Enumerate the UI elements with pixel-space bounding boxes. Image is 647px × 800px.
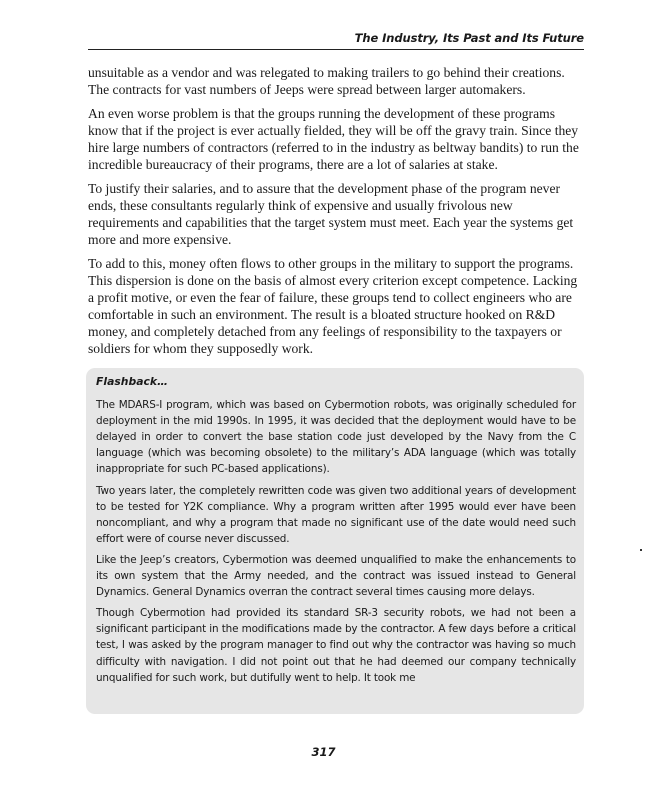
flashback-heading: Flashback…: [96, 375, 168, 388]
body-paragraph: An even worse problem is that the groups running the development of these programs know that if the project is ever actually fielded, they will be off the gravy train. Since they hire large numbers of contractors (referred to in the industry as beltway bandits) to run the incredible bureaucracy of their programs, there are a lot of salaries at stake.: [88, 106, 579, 172]
flashback-sidebar: [86, 368, 584, 714]
flashback-paragraph: Two years later, the completely rewritten code was given two additional years of development to be tested for Y2K compliance. Why a program written after 1995 would ever have been noncompliant, and why a program that made no significant use of the date would need such effort were of course never discussed.: [96, 484, 576, 545]
scan-speck: [640, 549, 642, 551]
header-rule: [88, 49, 584, 50]
body-paragraph: unsuitable as a vendor and was relegated to making trailers to go behind their creations. The contracts for vast numbers of Jeeps were spread between larger automakers.: [88, 65, 565, 97]
flashback-paragraph: Though Cybermotion had provided its standard SR-3 security robots, we had not been a significant participant in the modifications made by the contractor. A few days before a critical test, I was asked by the program manager to find out why the contractor was having so much difficulty with navigation. I did not point out that he had deemed our company technically unqualified for such work, but dutifully went to help. It took me: [96, 607, 576, 684]
body-text: [88, 64, 584, 364]
running-head: The Industry, Its Past and Its Future: [354, 31, 584, 45]
flashback-paragraph: The MDARS-I program, which was based on Cybermotion robots, was originally scheduled for deployment in the mid 1990s. In 1995, it was decided that the deployment would have to be delayed in order to convert the base station code just developed by the Navy from the C language (which was becoming obsolete) to the military’s ADA language (which was totally inappropriate for such PC-based applications).: [96, 399, 576, 476]
body-paragraph: To justify their salaries, and to assure that the development phase of the program never ends, these consultants regularly think of expensive and usually frivolous new requirements and capabilities that the target system must meet. Each year the systems get more and more expensive.: [88, 181, 574, 247]
body-paragraph: To add to this, money often flows to other groups in the military to support the programs. This dispersion is done on the basis of almost every criterion except competence. Lacking a profit motive, or even the fear of failure, these groups tend to collect engineers who are comfortable in such an environment. The result is a bloated structure hooked on R&D money, and completely detached from any feelings of responsibility to the taxpayers or soldiers for whom they supposedly work.: [88, 256, 578, 356]
flashback-paragraph: Like the Jeep’s creators, Cybermotion was deemed unqualified to make the enhancements to its own system that the Army needed, and the contract was issued instead to General Dynamics. General Dynamics overran the contract several times causing more delays.: [96, 553, 576, 599]
page-number: 317: [311, 745, 336, 759]
